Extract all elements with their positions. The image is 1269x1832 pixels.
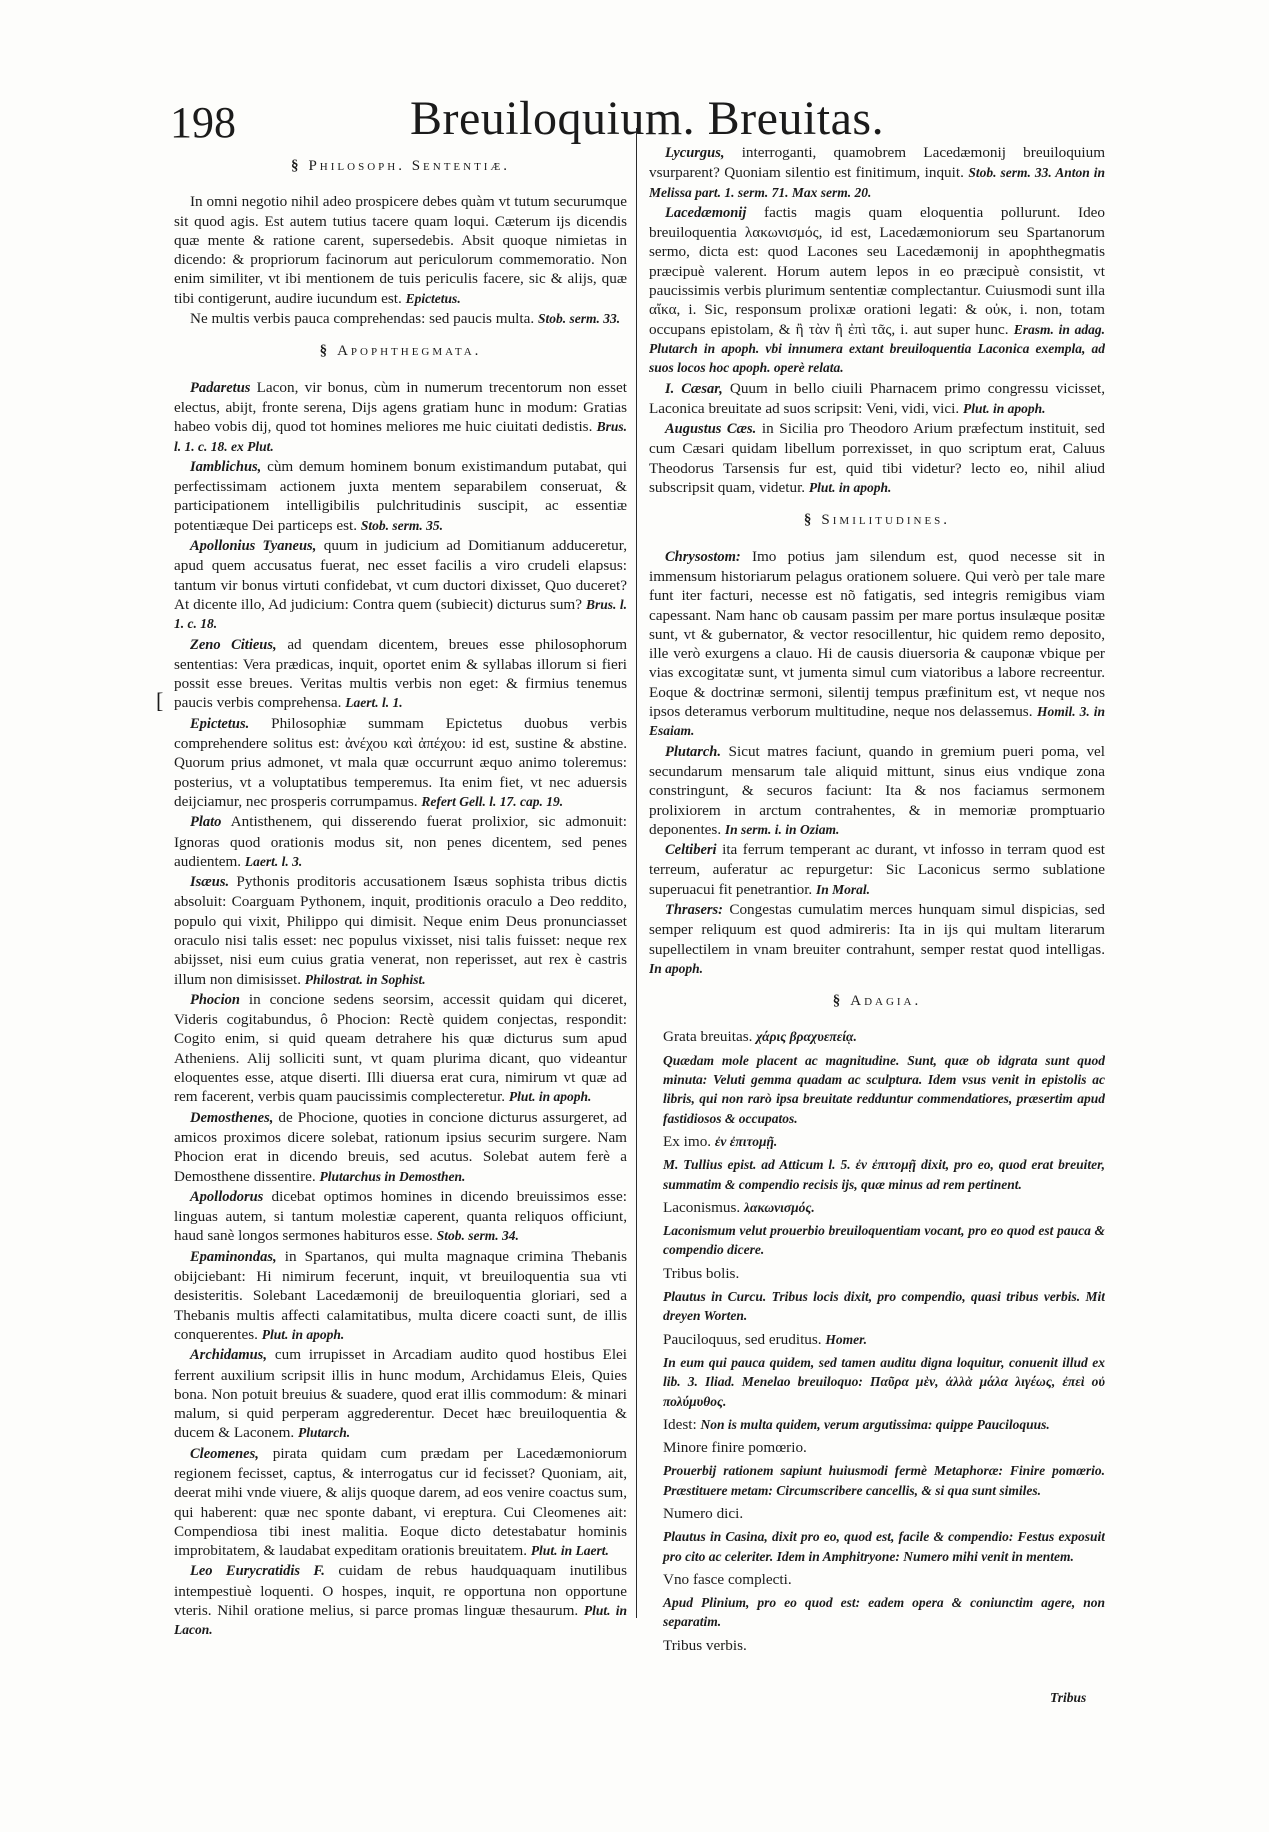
entry-lead: Zeno Citieus, xyxy=(190,636,277,653)
page-number: 198 xyxy=(170,98,236,147)
entry-reference: Stob. serm. 34. xyxy=(436,1228,519,1244)
entry xyxy=(649,900,1105,978)
entry-reference: Epictetus. xyxy=(405,290,461,306)
entry-reference: Plut. in apoph. xyxy=(962,400,1046,416)
entry-reference: In apoph. xyxy=(649,960,704,976)
entry-reference: Laconismum velut prouerbio breuiloquentiam vocant, pro eo quod est pauca & compendio dicere. xyxy=(663,1223,1105,1258)
entry-text: Grata breuitas. xyxy=(663,1028,753,1046)
entry-lead: Leo Eurycratidis F. xyxy=(190,1563,325,1580)
entry-reference: Apud Plinium, pro eo quod est: eadem opera & coniunctim agere, non separatim. xyxy=(663,1595,1105,1630)
entry-text: cum irrupisset in Arcadiam audito quod hostibus Elei ferrent auxilium scripsit illis in hunc modum, Archidamus Eleis, Quies bona. Non potuit breuius & suadere, quod erat illis commodum: & minari malum, si quid perperam aggrederentur. Decet hæc breuiloquentia & ducem & Laconem. xyxy=(174,1346,627,1442)
entry-text: Ex imo. xyxy=(663,1132,712,1150)
entry-lead: Padaretus xyxy=(190,379,251,396)
entry xyxy=(649,143,1105,202)
entry-reference: χάρις βραχυεπείᾳ. xyxy=(756,1029,857,1045)
entry xyxy=(663,1593,1105,1632)
entry xyxy=(174,1561,627,1639)
entry-reference: Plutarch. xyxy=(297,1425,351,1441)
entry-reference: λακωνισμός. xyxy=(744,1199,815,1215)
entry-lead: Celtiberi xyxy=(665,842,717,859)
entry-lead: Lycurgus, xyxy=(665,145,725,161)
entry xyxy=(663,1198,1105,1217)
entry-reference: Plut. in apoph. xyxy=(808,480,892,496)
entry-reference: Quædam mole placent ac magnitudine. Sunt, quæ ob idgrata sunt quod minuta: Veluti gemma quadam ac sculptura. Idem vsus venit in epistolis ac libris, qui non rarò ipsa breuitate redduntur commendatiores, præsertim apud fastidiosos & occupatos. xyxy=(663,1052,1105,1126)
adagia-entries xyxy=(649,1027,1105,1655)
column-divider xyxy=(636,128,637,1618)
entry-text: Vno fasce complecti. xyxy=(663,1570,792,1588)
entry-reference: Brus. l. 1. c. 18. ex Plut. xyxy=(174,419,627,454)
section-mark: § xyxy=(832,993,841,1010)
entry xyxy=(174,309,627,328)
section-heading-label: Adagia. xyxy=(850,993,922,1010)
entry-text: In omni negotio nihil adeo prospicere debes quàm vt tutum securumque sit quod agis. Est autem tutius tacere quam loqui. Cæterum ijs dicendis quæ mente & ratione carent, supersedebis. Absit quoque nimietas in dicendo: & propriorum facinorum aut periculorum commemoratio. Non enim similiter, vt ibi mentionem de tuis periculis facere, sic & alijs, quæ tibi contigerunt, audire iucundum est. xyxy=(174,193,627,307)
entry-lead: Demosthenes, xyxy=(190,1109,274,1126)
entry-text: in Spartanos, qui multa magnaque crimina Thebanis obijciebant: Hi nimirum fecerunt, inquit, vt breuiloquentia sua vti desisteritis. Solebant Lacedæmonij de breuiloquentia gloriari, sed a Thebanis multis affecti calamitatibus, multa dicere coacti sunt, de illis conquerentes. xyxy=(174,1247,627,1343)
entry xyxy=(174,635,627,713)
entry xyxy=(174,1108,627,1186)
entry-text: Pauciloquus, sed eruditus. xyxy=(663,1330,822,1348)
entry-reference: Laert. l. 1. xyxy=(345,695,403,711)
section-mark: § xyxy=(290,158,299,174)
entry-reference: Plautus in Casina, dixit pro eo, quod est, facile & compendio: Festus exposuit pro cito ac celeriter. Idem in Amphitryone: Numero mihi venit in mentem. xyxy=(663,1529,1105,1564)
entry-lead: Cleomenes, xyxy=(190,1445,259,1462)
entry-reference: In serm. i. in Oziam. xyxy=(724,821,840,837)
entry-text: in concione sedens seorsim, accessit quidam qui diceret, Videris cogitabundus, ô Phocion: Rectè quidem conjectas, respondit: Cogito enim, si quid queam detrahere his quæ dicturus sum apud Atheniens. Alij solliciti sunt, vt quam plurima dicant, quo videantur eloquentes esse, atque diserti. Illi diuersa erat cura, nimirum vt quæ ad rem facerent, verbis quam paucissimis complecteretur. xyxy=(174,990,627,1106)
entry-text: interroganti, quamobrem Lacedæmonij breuiloquium vsurparent? Quoniam silentio est finitimum, inquit. xyxy=(649,144,1105,182)
entry-text: dicebat optimos homines in dicendo breuissimos esse: linguas autem, si tantum molestiæ caperent, quanta reliquos officiunt, haud sanè longos sermones habituros esse. xyxy=(174,1187,627,1245)
entry-text: factis magis quam eloquentia pollurunt. Ideo breuiloquentia λακωνισμός, id est, Lacedæmoniorum seu Spartanorum sermo, dicta est: quod Lacones seu Lacedæmonij in apophthegmatis præcipuè valerent. Horum autem lepos in eo præcipuè consistit, vt paucissimis verbis plurimum sententiæ complectantur. Cuiusmodi sunt illa αἴκα, i. Sic, responsum prolixæ orationi legati: & οὐκ, i. non, totam occupans epistolam, & ἢ τὰν ἢ ἐπὶ τᾶς, i. aut super hunc. xyxy=(649,203,1105,338)
entry xyxy=(649,547,1105,741)
entry-text: Tribus verbis. xyxy=(663,1636,747,1654)
entry xyxy=(663,1155,1105,1194)
entry-reference: Plut. in apoph. xyxy=(261,1326,345,1342)
running-title: Breuiloquium. Breuitas. xyxy=(410,92,885,145)
entry-reference: Philostrat. in Sophist. xyxy=(304,971,426,987)
entry-reference: Prouerbij rationem sapiunt huiusmodi fermè Metaphoræ: Finire pomœrio. Præstituere metam: Circumscribere cancellis, & si qua sunt similes. xyxy=(663,1463,1105,1498)
entry-text: quum in judicium ad Domitianum adduceretur, apud quem accusatus fuerat, nec esset facilis a viro crudeli elapsus: tantum vir bonus virtuti confidebat, vt cum ductori dixisset, Quo duceret? At dicente illo, Ad judicium: Contra quem (subiecit) dicturus sum? xyxy=(174,537,627,613)
entry xyxy=(663,1287,1105,1326)
entry-text: de Phocione, quoties in concione dicturus assurgeret, ad amicos proximos dicere solebat, rationum ipsius securim surgere. Nam Phocion erat in dicendo breuis, sed acutus. Solebat autem ferè a Demosthene dissentire. xyxy=(174,1108,627,1185)
entry xyxy=(649,203,1105,378)
entry-text: ita ferrum temperant ac durant, vt infosso in terram quod est terreum, auferatur ac repurgetur: Sic Laconicus sermo sublatione superuacui fit penetrantior. xyxy=(649,841,1105,898)
apophthegmata-entries xyxy=(174,378,627,1640)
section-heading-label: Similitudines. xyxy=(821,512,951,529)
entry-lead: Augustus Cæs. xyxy=(665,421,757,438)
entry-text: Ne multis verbis pauca comprehendas: sed paucis multa. xyxy=(190,310,535,328)
entry-reference: In Moral. xyxy=(816,881,871,897)
entry xyxy=(174,872,627,989)
catchword: Tribus xyxy=(1050,1690,1087,1705)
entry-reference: Homer. xyxy=(825,1331,868,1347)
entry-reference: Homil. 3. in Esaiam. xyxy=(649,704,1105,739)
entry-text: Congestas cumulatim merces hunquam simul dispicias, sed semper reliquum est quod admireris: Ita in ijs qui multam literarum supellectilem in vnam breuiter contrahunt, semper restat quod intelligas. xyxy=(649,900,1105,958)
entry xyxy=(649,840,1105,899)
entry-text: Minore finire pomœrio. xyxy=(663,1439,807,1457)
entry xyxy=(663,1264,1105,1283)
entry xyxy=(663,1415,1105,1434)
entry-text: cuidam de rebus haudquaquam inutilibus intempestiuè loquenti. O hospes, inquit, re opportuna non opportune vteris. Nihil oratione melius, si parce promas linguæ thesaurum. xyxy=(174,1562,627,1620)
entry-lead: Isæus. xyxy=(190,874,230,891)
entry xyxy=(663,1051,1105,1128)
entry xyxy=(663,1132,1105,1151)
section-heading-apophthegmata xyxy=(174,342,627,361)
entry-text: Lacon, vir bonus, cùm in numerum trecentorum non esset electus, abijt, fronte serena, Dijs agens gratiam hunc in modum: Gratias habeo vobis dij, quod tot homines meliores me huic ciuitati dedistis. xyxy=(174,378,627,436)
entry-lead: Chrysostom: xyxy=(665,548,741,565)
entry xyxy=(174,192,627,308)
entry xyxy=(663,1527,1105,1566)
entry xyxy=(663,1353,1105,1411)
entry xyxy=(663,1027,1105,1046)
entry-reference: M. Tullius epist. ad Atticum l. 5. ἐν ἐπιτομῇ dixit, pro eo, quod erat breuiter, summatim & compendio recisis ijs, quæ minus ad rem pertinent. xyxy=(663,1157,1105,1192)
entry xyxy=(174,990,627,1107)
entry-lead: Plutarch. xyxy=(665,743,721,760)
entry-lead: Apollodorus xyxy=(190,1188,264,1205)
entry-reference: Refert Gell. l. 17. cap. 19. xyxy=(421,793,564,809)
entry-reference: Stob. serm. 35. xyxy=(360,517,443,533)
entry-text: cùm demum hominem bonum existimandum putabat, qui perfectissimam actionem juxta mentem separabilem conseruat, & participationem intelligibilis pulchritudinis suscipit, ac essentiæ potentiæque Dei particeps est. xyxy=(174,457,627,534)
entry-reference: In eum qui pauca quidem, sed tamen auditu digna loquitur, conuenit illud ex lib. 3. Iliad. Menelao breuiloquo: Παῦρα μὲν, ἀλλὰ μάλα λιγέως, ἐπεὶ οὐ πολύμυθος. xyxy=(663,1354,1105,1409)
entry-text: in Sicilia pro Theodoro Arium præfectum instituit, sed cum Cæsari quidam libellum porrexisset, in quo scriptum erat, Caluus Theodorus Tarsensis fur est, quid tibi videtur? lecto eo, nihil aliud subscripsit quam, videtur. xyxy=(649,420,1105,497)
similitudines-entries xyxy=(649,547,1105,979)
section-heading-similitudines xyxy=(649,511,1105,530)
entry-text: Laconismus. xyxy=(663,1198,741,1216)
entry-text: Pythonis proditoris accusationem Isæus sophista tribus dictis absoluit: Coarguam Pythonem, inquit, proditionis oraculo a Deo reddito, populo qui vixit, Philippo qui dimisit. Neque enim Deus pronunciasset oraculo nisi talis esset: nec populus vixisset, nisi talis fuisset: neque rex abijsset, nisi eum cuius gratia venerat, non reperisset, aut rex è castris illum non dimisisset. xyxy=(174,873,627,988)
entry xyxy=(649,419,1105,497)
entry xyxy=(174,1247,627,1344)
entry-lead: Archidamus, xyxy=(190,1347,267,1364)
entry xyxy=(663,1504,1105,1523)
entry xyxy=(663,1221,1105,1260)
entry-lead: Plato xyxy=(190,814,222,831)
entry-reference: Laert. l. 3. xyxy=(244,853,303,869)
entry-reference: Brus. l. 1. c. 18. xyxy=(174,596,627,632)
section-heading-label: Philosoph. Sententiæ. xyxy=(308,158,511,174)
entry-text: Antisthenem, qui disserendo fuerat prolixior, sic admonuit: Ignoras quod orationis modus sit, non penes dicentem, sed penes audientem. xyxy=(174,813,627,870)
entry xyxy=(663,1570,1105,1589)
section-heading-adagia xyxy=(649,992,1105,1011)
entry xyxy=(174,1345,627,1442)
entry xyxy=(649,742,1105,839)
entry-text: Tribus bolis. xyxy=(663,1264,740,1282)
section-mark: § xyxy=(803,512,812,529)
entry-reference: Non is multa quidem, verum argutissima: quippe Pauciloquus. xyxy=(700,1416,1050,1432)
entry-lead: Phocion xyxy=(190,991,240,1008)
entry-reference: Erasm. in adag. Plutarch in apoph. vbi innumera extant breuiloquentia Laconica exempla, ad suos locos hoc apoph. operè relata. xyxy=(649,321,1105,376)
section-heading-philosoph xyxy=(174,157,627,176)
section-heading-label: Apophthegmata. xyxy=(337,343,482,360)
right-column xyxy=(649,143,1105,1703)
entry xyxy=(174,536,627,633)
entry-reference: Plautus in Curcu. Tribus locis dixit, pro compendio, quasi tribus verbis. Mit dreyen Worten. xyxy=(663,1289,1105,1324)
entry xyxy=(174,457,627,535)
entry xyxy=(663,1461,1105,1500)
entry xyxy=(649,379,1105,419)
entry-text: pirata quidam cum prædam per Lacedæmoniorum regionem fecisset, captus, & interrogatus cur id fecisset? Quoniam, ait, deerat mihi vnde viuere, & alijs quoque darem, ad eos venire coactus sum, qui haberent: quæ nec sponte dabant, vi ereptura. Cui Cleomenes ait: Compendiosa tibi inest malitia. Eoque dicto detestabatur hominis improbitatem, & laudabat expeditam orationis breuitatem. xyxy=(174,1444,627,1560)
entry-reference: Plut. in apoph. xyxy=(508,1089,592,1105)
entry-reference: Plut. in Lacon. xyxy=(174,1603,627,1638)
entry xyxy=(174,1444,627,1561)
entry-reference: Stob. serm. 33. xyxy=(537,311,621,327)
entry-lead: Iamblichus, xyxy=(190,458,262,475)
entry-lead: Lacedæmonij xyxy=(665,204,747,221)
entry xyxy=(174,812,627,871)
entry xyxy=(174,714,627,811)
entry-reference: ἐν ἐπιτομῇ. xyxy=(714,1133,778,1149)
entry-text: Idest: xyxy=(663,1415,697,1433)
entry xyxy=(663,1330,1105,1349)
entry-reference: Plut. in Laert. xyxy=(530,1543,609,1559)
entry xyxy=(663,1438,1105,1457)
entry xyxy=(174,1187,627,1246)
philosoph-entries xyxy=(174,192,627,328)
entry xyxy=(174,378,627,456)
entry-text: Quum in bello ciuili Pharnacem primo congressu vicisset, Laconica breuitate ad suos scripsit: Veni, vidi, vici. xyxy=(649,379,1105,417)
entry-lead: Epaminondas, xyxy=(190,1248,277,1265)
entry-reference: Plutarchus in Demosthen. xyxy=(319,1168,466,1184)
entry-reference: Stob. serm. 33. Anton in Melissa part. 1. serm. 71. Max serm. 20. xyxy=(649,165,1105,200)
continued-entries xyxy=(649,143,1105,497)
entry-lead: Apollonius Tyaneus, xyxy=(190,538,317,555)
entry-lead: Thrasers: xyxy=(665,901,724,918)
entry-lead: I. Cæsar, xyxy=(665,380,723,397)
entry-text: ad quendam dicentem, breues esse philosophorum sententias: Vera prædicas, inquit, oportet enim & syllabas illorum si fieri possit esse breues. Veritas multis verbis non eget: & firmius tenemus paucis verbis comprehensa. xyxy=(174,635,627,712)
margin-bracket-mark: [ xyxy=(156,688,164,713)
entry-text: Numero dici. xyxy=(663,1505,744,1522)
entry-lead: Epictetus. xyxy=(190,715,250,732)
entry-text: Philosophiæ summam Epictetus duobus verbis comprehendere solitus est: ἀνέχου καὶ ἀπέχου: id est, sustine & abstine. Quorum prius admonet, vt mala quæ occurrunt æquo animo toleremus: posterius, vt a voluptatibus temperemus. Ita enim fiet, vt nec aduersis deijciamur, nec prosperis corrumpamus. xyxy=(174,714,627,810)
section-mark: § xyxy=(319,343,328,360)
left-column xyxy=(174,143,627,1703)
entry-text: Imo potius jam silendum est, quod necesse sit in immensum historiarum pelagus orationem soluere. Qui verò per tale mare funt iter facturi, necesse est nõ fatigatis, sed integris remigibus viam capessant. Nam hanc ob causam passim per mare portus insulæque positæ sunt, vt & gubernator, & vector resocillentur, hic quidem remo deposito, ille verò exurgens a clauo. Hi de causis diuersoria & cauponæ vbique per vias excogitatæ sunt, vt jumenta simul cum viatoribus a labore recreentur. Eoque & doctrinæ sermoni, silentij tempus præfinitum est, vt neque nos ipsos deteramus verborum multitudine, neque nos delassemus. xyxy=(649,547,1105,721)
entry xyxy=(663,1636,1105,1655)
entry-text: Sicut matres faciunt, quando in gremium pueri poma, vel secundarum mensarum tale aliquid mittunt, sinus eius vndique zona constringunt, & securos faciunt: Ita & nos faciamus sermonem prolixiorem in arctum contrahentes, & in memoriæ promptuario deponentes. xyxy=(649,742,1105,838)
